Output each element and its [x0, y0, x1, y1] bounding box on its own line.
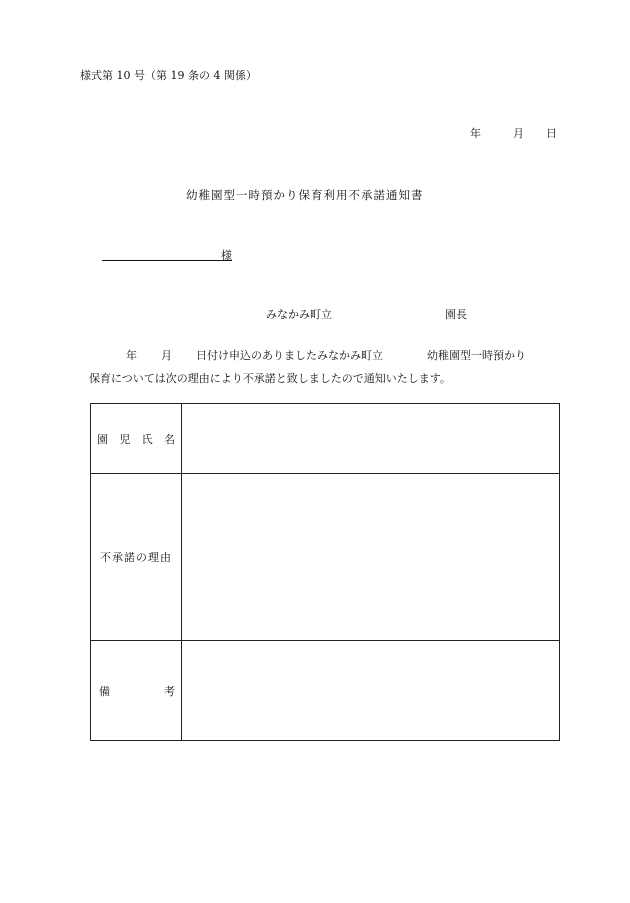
refusal-reason-field[interactable] [182, 474, 560, 641]
label-char: 備 [99, 684, 110, 698]
date-day: 日 [546, 127, 557, 140]
addressee-honorific: 様 [221, 249, 232, 262]
table-row [91, 641, 560, 741]
body-program-text: 幼稚園型一時預かり [427, 349, 526, 362]
table-row [91, 404, 560, 474]
document-title: 幼稚園型一時預かり保育利用不承諾通知書 [186, 188, 424, 202]
issuer-town: みなかみ町立 [266, 308, 332, 321]
form-number: 様式第 10 号（第 19 条の 4 関係） [80, 69, 257, 82]
body-line-2: 保育については次の理由により不承諾と致しましたので通知いたします。 [89, 372, 451, 385]
label-char: 児 [119, 432, 131, 446]
table-row [91, 474, 560, 641]
label-refusal-reason: 不承諾の理由 [91, 474, 182, 641]
label-remarks [91, 641, 182, 741]
label-char: 考 [164, 684, 175, 698]
notice-table [90, 403, 560, 741]
label-char: 氏 [141, 432, 153, 446]
date-year: 年 [470, 127, 481, 140]
notice-date [470, 125, 557, 141]
label-char: 園 [97, 432, 108, 446]
addressee-name-blank [102, 260, 232, 261]
date-month: 月 [513, 127, 524, 140]
label-child-name [91, 404, 182, 474]
body-application-text: 日付け申込のありましたみなかみ町立 [196, 349, 383, 362]
remarks-field[interactable] [182, 641, 560, 741]
label-char: 名 [163, 432, 175, 446]
body-month: 月 [161, 349, 172, 362]
issuer-principal: 園長 [445, 308, 467, 321]
body-line-1 [126, 347, 526, 363]
body-year: 年 [126, 349, 137, 362]
child-name-field[interactable] [182, 404, 560, 474]
